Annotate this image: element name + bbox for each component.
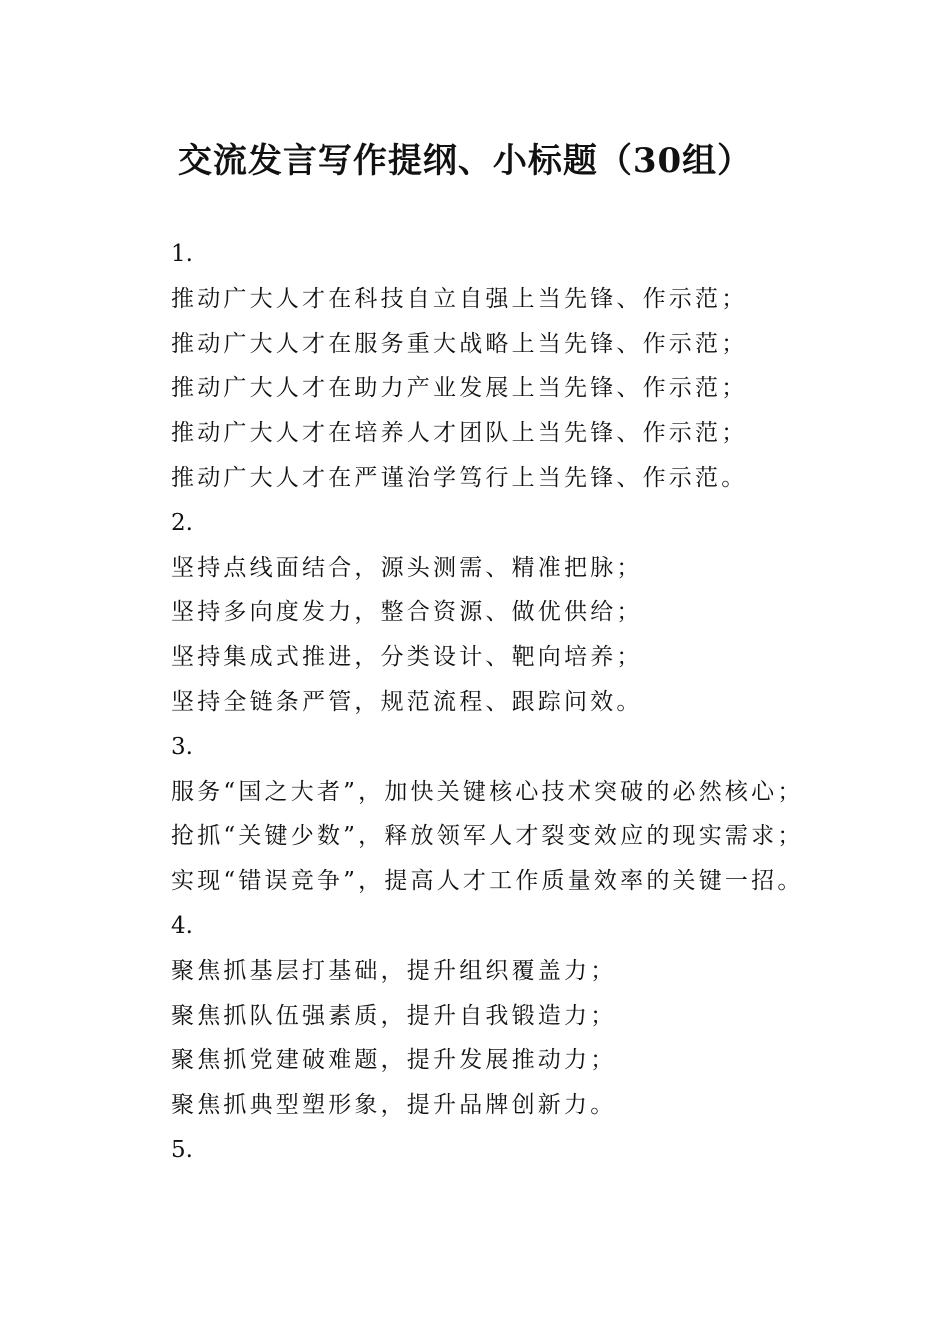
section-line: 服务“国之大者”，加快关键核心技术突破的必然核心； — [171, 778, 804, 805]
section-line: 坚持点线面结合，源头测需、精准把脉； — [171, 554, 643, 581]
section-line: 推动广大人才在科技自立自强上当先锋、作示范； — [171, 285, 748, 312]
section-line: 坚持集成式推进，分类设计、靶向培养； — [171, 644, 643, 671]
section-line: 聚焦抓党建破难题，提升发展推动力； — [171, 1047, 617, 1074]
section-line: 推动广大人才在严谨治学笃行上当先锋、作示范。 — [171, 464, 748, 491]
section-number: 3. — [171, 733, 193, 760]
section-line: 聚焦抓队伍强素质，提升自我锻造力； — [171, 1002, 617, 1029]
section-line: 坚持多向度发力，整合资源、做优供给； — [171, 599, 643, 626]
section-line: 推动广大人才在培养人才团队上当先锋、作示范； — [171, 420, 748, 447]
document-title: 交流发言写作提纲、小标题（30组） — [177, 141, 753, 181]
section-number: 4. — [171, 912, 193, 939]
section-line: 聚焦抓基层打基础，提升组织覆盖力； — [171, 957, 617, 984]
section-number: 5. — [171, 1136, 193, 1163]
document-body — [171, 232, 931, 1173]
section-line: 抢抓“关键少数”，释放领军人才裂变效应的现实需求； — [171, 823, 804, 850]
section-line: 实现“错误竞争”，提高人才工作质量效率的关键一招。 — [171, 868, 804, 895]
section-line: 推动广大人才在助力产业发展上当先锋、作示范； — [171, 375, 748, 402]
section-line: 坚持全链条严管，规范流程、跟踪问效。 — [171, 688, 643, 715]
section-number: 2. — [171, 509, 193, 536]
section-line: 推动广大人才在服务重大战略上当先锋、作示范； — [171, 330, 748, 357]
section-line: 聚焦抓典型塑形象，提升品牌创新力。 — [171, 1092, 617, 1119]
section-number: 1. — [171, 241, 193, 267]
